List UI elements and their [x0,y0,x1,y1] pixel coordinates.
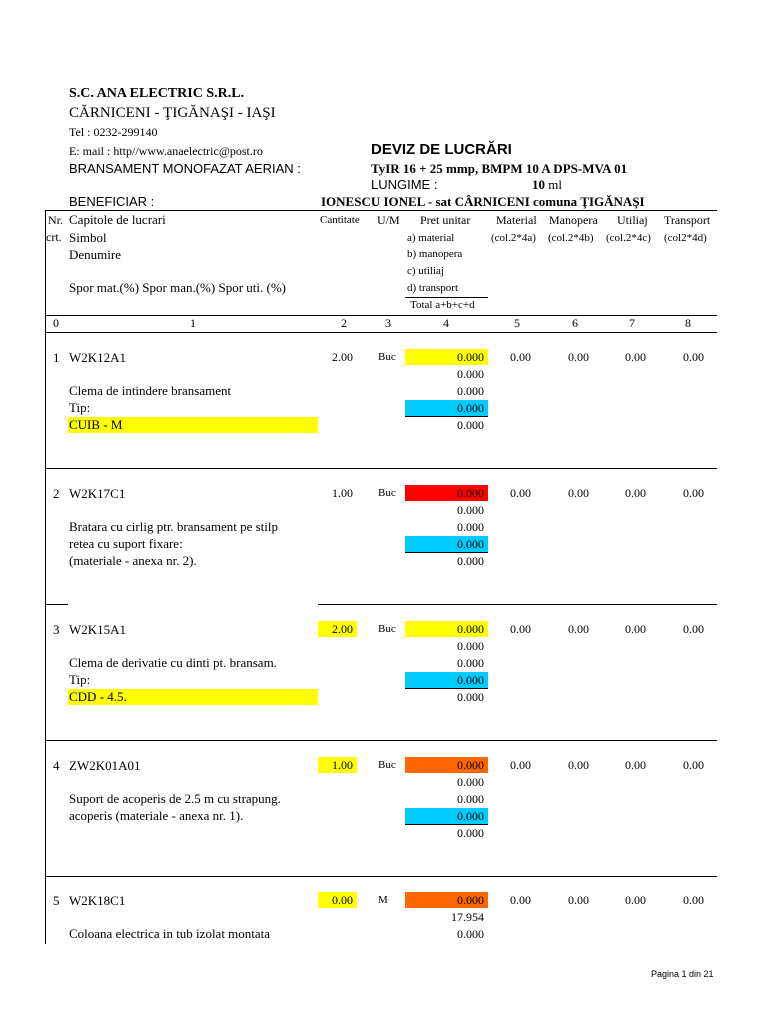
index-row-bottom [45,332,717,333]
item-nr: 3 [53,622,60,637]
item-transport-value: 0.00 [683,622,704,636]
item-price-a: 0.000 [405,757,488,773]
item-material-value: 0.00 [510,758,531,772]
item-price-c: 0.000 [457,656,484,670]
item-price-d: 0.000 [405,672,488,688]
col-utiliaj-header: Utiliaj [617,213,648,227]
col-index-0: 0 [53,316,59,330]
document-title: DEVIZ DE LUCRĂRI [371,141,512,158]
item-utiliaj-value: 0.00 [625,350,646,364]
lungime-unit: ml [548,177,562,192]
company-name: S.C. ANA ELECTRIC S.R.L. [69,86,245,101]
item-price-a: 0.000 [405,349,488,365]
pret-b-label: b) manopera [407,248,463,260]
beneficiar-value: IONESCU IONEL - sat CÂRNICENI comuna ŢIGĂNAŞI [321,194,645,209]
item-price-b: 0.000 [457,639,484,653]
col-index-6: 6 [572,316,578,330]
item-description-line: (materiale - anexa nr. 2). [69,553,197,568]
item-transport-value: 0.00 [683,350,704,364]
item-price-c: 0.000 [457,520,484,534]
item-code: W2K18C1 [69,893,126,908]
item-manopera-value: 0.00 [568,486,589,500]
col-manopera-header: Manopera [549,213,598,227]
col-transport-sub: (col2*4d) [664,232,707,244]
item-price-total: 0.000 [457,826,484,840]
item-separator [45,468,717,469]
col-spor-header: Spor mat.(%) Spor man.(%) Spor uti. (%) [69,280,286,295]
item-manopera-value: 0.00 [568,758,589,772]
item-code: W2K12A1 [69,350,127,365]
item-quantity: 0.00 [318,892,357,908]
bransament-value: TyIR 16 + 25 mmp, BMPM 10 A DPS-MVA 01 [371,161,628,176]
col-transport-header: Transport [664,213,711,227]
item-price-rule [405,688,488,689]
col-denumire-header: Denumire [69,247,121,262]
item-separator [45,876,717,877]
item-price-d: 0.000 [405,536,488,552]
item-transport-value: 0.00 [683,758,704,772]
item-quantity: 1.00 [318,485,357,501]
item-price-rule [405,552,488,553]
bransament-label: BRANSAMENT MONOFAZAT AERIAN : [69,161,301,176]
col-index-7: 7 [629,316,635,330]
item-utiliaj-value: 0.00 [625,893,646,907]
item-quantity: 1.00 [318,757,357,773]
item-price-a: 0.000 [405,892,488,908]
pret-total-label: Total a+b+c+d [410,299,475,311]
item-type-highlight: CDD - 4.5. [68,689,318,705]
table-left-border [45,210,46,944]
item-description-line: Suport de acoperis de 2.5 m cu strapung. [69,791,281,806]
col-material-header: Material [496,213,537,227]
item-price-d: 0.000 [405,400,488,416]
item-description-line: Clema de intindere bransament [69,383,232,398]
lungime-label: LUNGIME : [371,177,438,192]
item-description-line: retea cu suport fixare: [69,536,183,551]
item-transport-value: 0.00 [683,486,704,500]
item-code: W2K15A1 [69,622,127,637]
item-description-line: Bratara cu cirlig ptr. bransament pe stilp [69,519,279,534]
col-index-8: 8 [685,316,691,330]
item-code: ZW2K01A01 [69,758,141,773]
item-type-highlight: CUIB - M [68,417,318,433]
item-price-b: 17.954 [451,910,484,924]
table-top-border [45,210,717,211]
item-quantity: 2.00 [318,349,357,365]
item-transport-value: 0.00 [683,893,704,907]
col-capitole-header: Capitole de lucrari [69,212,166,227]
col-utiliaj-sub: (col.2*4c) [606,232,651,244]
item-utiliaj-value: 0.00 [625,486,646,500]
col-material-sub: (col.2*4a) [491,232,536,244]
item-code: W2K17C1 [69,486,126,501]
item-price-a: 0.000 [405,485,488,501]
beneficiar-label: BENEFICIAR : [69,194,155,209]
col-um-header: U/M [377,213,400,227]
company-location: CĂRNICENI - ŢIGĂNAŞI - IAŞI [69,105,276,121]
company-email: E: mail : http//www.anaelectric@post.ro [69,144,263,158]
item-unit: Buc [378,623,396,635]
item-manopera-value: 0.00 [568,622,589,636]
item-material-value: 0.00 [510,622,531,636]
item-price-rule [405,416,488,417]
item-price-total: 0.000 [457,418,484,432]
item-price-total: 0.000 [457,690,484,704]
col-index-3: 3 [385,316,391,330]
col-pret-header: Pret unitar [420,213,471,227]
pret-a-label: a) material [407,232,455,244]
col-nr-header: Nr. [48,213,63,227]
item-manopera-value: 0.00 [568,350,589,364]
item-quantity: 2.00 [318,621,357,637]
item-price-d: 0.000 [405,808,488,824]
item-description-line: acoperis (materiale - anexa nr. 1). [69,808,244,823]
pret-d-label: d) transport [407,282,459,294]
item-description-line: Coloana electrica in tub izolat montata [69,926,271,941]
item-unit: Buc [378,487,396,499]
item-price-c: 0.000 [457,384,484,398]
item-nr: 2 [53,486,60,501]
company-tel: Tel : 0232-299140 [69,125,158,139]
col-index-5: 5 [514,316,520,330]
lungime-value-group [532,177,562,193]
item-unit: Buc [378,759,396,771]
item-separator [45,740,717,741]
item-material-value: 0.00 [510,893,531,907]
col-index-4: 4 [443,316,449,330]
item-unit: M [378,894,388,906]
item-manopera-value: 0.00 [568,893,589,907]
col-simbol-header: Simbol [69,230,107,245]
item-price-b: 0.000 [457,775,484,789]
pret-total-rule [405,297,488,298]
item-price-b: 0.000 [457,367,484,381]
item-material-value: 0.00 [510,350,531,364]
index-row-top [45,315,717,316]
item-separator-right [318,604,717,605]
item-description-line: Clema de derivatie cu dinti pt. bransam. [69,655,277,670]
col-manopera-sub: (col.2*4b) [548,232,594,244]
col-crt-header: crt. [46,230,62,244]
item-price-rule [405,824,488,825]
item-nr: 5 [53,893,60,908]
lungime-value: 10 [532,177,545,192]
col-cantitate-header: Cantitate [320,214,360,226]
page-footer: Pagina 1 din 21 [651,969,714,979]
pret-c-label: c) utiliaj [407,265,444,277]
item-utiliaj-value: 0.00 [625,622,646,636]
item-unit: Buc [378,351,396,363]
item-description-line: Tip: [69,672,91,687]
item-price-c: 0.000 [457,927,484,941]
item-price-a: 0.000 [405,621,488,637]
item-separator-left [45,604,68,605]
item-nr: 4 [53,758,60,773]
item-utiliaj-value: 0.00 [625,758,646,772]
item-price-total: 0.000 [457,554,484,568]
col-index-1: 1 [190,316,196,330]
item-price-c: 0.000 [457,792,484,806]
item-material-value: 0.00 [510,486,531,500]
item-description-line: Tip: [69,400,91,415]
item-price-b: 0.000 [457,503,484,517]
item-nr: 1 [53,350,60,365]
col-index-2: 2 [341,316,347,330]
